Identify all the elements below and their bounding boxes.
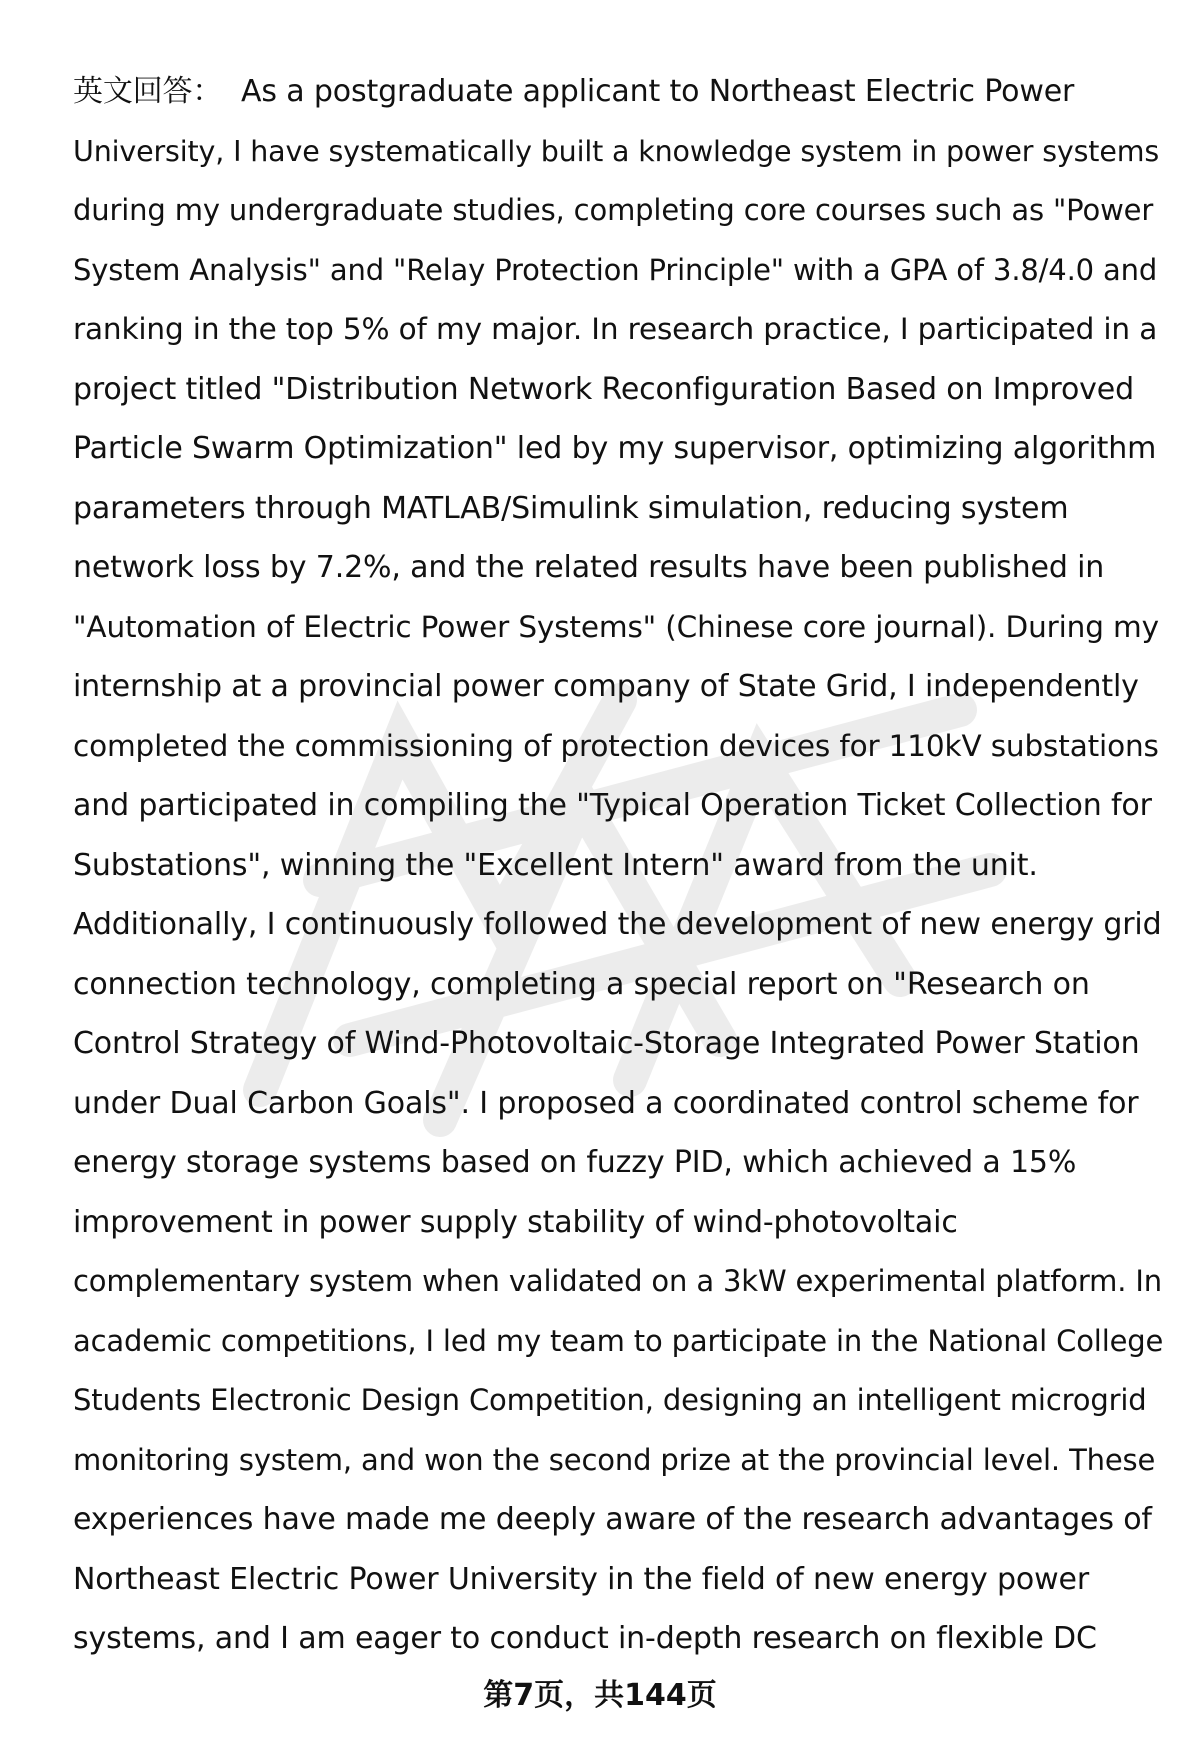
text-line-8: parameters through MATLAB/Simulink simulation, reducing system [73,490,1069,526]
text-line-25: experiences have made me deeply aware of the research advantages of [73,1502,1152,1537]
text-line-9: network loss by 7.2%, and the related results have been published in [73,550,1105,585]
text-line-18: under Dual Carbon Goals". I proposed a coordinated control scheme for [73,1085,1139,1121]
text-line-7: Particle Swarm Optimization" led by my supervisor, optimizing algorithm [73,431,1157,466]
answer-label: 英文回答： [73,74,223,109]
text-line-12: completed the commissioning of protection devices for 110kV substations [73,728,1159,763]
text-line-5: ranking in the top 5% of my major. In research practice, I participated in a [73,312,1158,346]
document-body [73,62,1163,1669]
text-line-22: academic competitions, I led my team to participate in the National College [73,1323,1164,1358]
text-line-27: systems, and I am eager to conduct in-depth research on flexible DC [73,1621,1097,1656]
text-line-19: energy storage systems based on fuzzy PID, which achieved a 15% [73,1145,1077,1180]
text-line-16: connection technology, completing a special report on "Research on [73,966,1090,1002]
text-line-23: Students Electronic Design Competition, designing an intelligent microgrid [73,1383,1147,1417]
text-line-21: complementary system when validated on a 3kW experimental platform. In [73,1264,1162,1298]
text-line-2: University, I have systematically built a knowledge system in power systems [73,134,1160,168]
text-line-4: System Analysis" and "Relay Protection Principle" with a GPA of 3.8/4.0 and [73,252,1158,287]
page-indicator: 第7页，共144页 [483,1678,717,1713]
text-line-3: during my undergraduate studies, completing core courses such as "Power [73,193,1154,227]
text-line-1 [73,62,1163,122]
text-line-26: Northeast Electric Power University in the field of new energy power [73,1561,1089,1597]
text-line-10: "Automation of Electric Power Systems" (Chinese core journal). During my [73,609,1159,644]
text-line-20: improvement in power supply stability of wind-photovoltaic [73,1204,958,1240]
text-line-17: Control Strategy of Wind-Photovoltaic-Storage Integrated Power Station [73,1026,1140,1061]
text-line-15: Additionally, I continuously followed the development of new energy grid [73,907,1162,942]
text-line-6: project titled "Distribution Network Reconfiguration Based on Improved [73,371,1134,407]
text-line-24: monitoring system, and won the second prize at the provincial level. These [73,1442,1156,1477]
text-line-1-content: As a postgraduate applicant to Northeast Electric Power [222,74,1075,109]
text-line-13: and participated in compiling the "Typical Operation Ticket Collection for [73,788,1152,823]
text-line-14: Substations", winning the "Excellent Intern" award from the unit. [73,847,1038,883]
text-line-11: internship at a provincial power company of State Grid, I independently [73,669,1139,704]
